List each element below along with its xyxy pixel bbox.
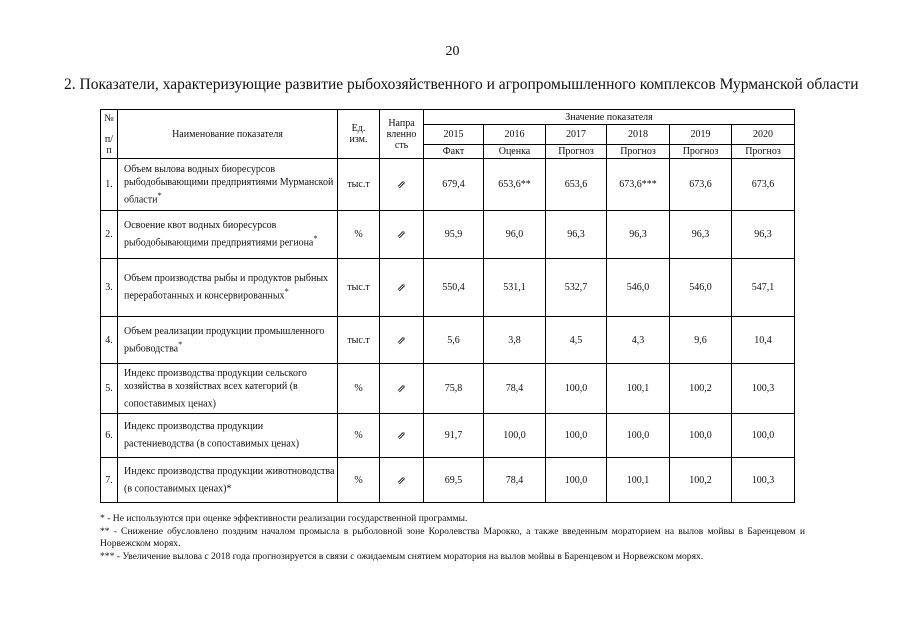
- row-value: 100,1: [607, 458, 670, 503]
- header-year: 2016: [484, 125, 546, 145]
- row-footnote-mark: *: [284, 287, 289, 297]
- row-value: 96,3: [670, 211, 732, 259]
- row-value: 96,0: [484, 211, 546, 259]
- row-value: 100,0: [670, 414, 732, 458]
- row-name: [118, 211, 338, 259]
- row-footnote-mark: *: [178, 339, 183, 349]
- row-name: [118, 364, 338, 414]
- footnote: *** - Увеличение вылова с 2018 года прогнозируется в связи с ожидаемым снятием моратория на вылов мойвы в Баренцевом и Норвежском морях.: [100, 550, 704, 562]
- row-name-text: Индекс производства продукции сельского хозяйства в хозяйствах всех категорий (в сопоставимых ценах): [124, 367, 307, 410]
- header-name: Наименование показателя: [118, 110, 338, 159]
- footnote: ** - Снижение обусловлено поздним началом промысла в рыболовной зоне Королевства Марокко, а также введенным мораторием на вылов мойвы в Баренцевом и Норвежском морях.: [100, 525, 805, 549]
- header-year: 2017: [546, 125, 607, 145]
- table-row: [101, 159, 795, 211]
- row-name: [118, 458, 338, 503]
- row-value: 3,8: [484, 317, 546, 364]
- header-status: Прогноз: [607, 145, 670, 159]
- row-value: 100,3: [732, 364, 795, 414]
- row-number: 2.: [101, 211, 118, 259]
- row-number: 5.: [101, 364, 118, 414]
- row-value: 653,6**: [484, 159, 546, 211]
- row-name-text: Объем вылова водных биоресурсов рыбодобывающими предприятиями Мурманской области: [124, 163, 334, 206]
- direction-arrow-icon: ⇗: [380, 364, 424, 414]
- row-value: 96,3: [607, 211, 670, 259]
- page-number: 20: [445, 44, 460, 59]
- direction-arrow-icon: ⇗: [380, 414, 424, 458]
- header-direction: [380, 110, 424, 159]
- table-row: [101, 317, 795, 364]
- row-name-text: Объем реализации продукции промышленного рыбоводства: [124, 325, 325, 355]
- header-year: 2018: [607, 125, 670, 145]
- table-row: [101, 458, 795, 503]
- header-number: [101, 110, 118, 159]
- row-value: 100,0: [732, 414, 795, 458]
- row-value: 679,4: [424, 159, 484, 211]
- section-title: 2. Показатели, характеризующие развитие рыбохозяйственного и агропромышленного комплексов Мурманской области: [64, 76, 859, 93]
- row-value: 100,2: [670, 364, 732, 414]
- row-unit: %: [338, 211, 380, 259]
- header-status: Прогноз: [546, 145, 607, 159]
- row-value: 673,6: [732, 159, 795, 211]
- row-unit: %: [338, 458, 380, 503]
- row-value: 78,4: [484, 458, 546, 503]
- row-unit: %: [338, 414, 380, 458]
- row-value: 91,7: [424, 414, 484, 458]
- row-value: 547,1: [732, 259, 795, 317]
- header-year: 2020: [732, 125, 795, 145]
- row-footnote-mark: *: [313, 234, 318, 244]
- row-name: [118, 414, 338, 458]
- header-number-bottom: п: [106, 144, 112, 156]
- footnotes: [100, 513, 805, 563]
- header-direction-line1: Напра: [388, 117, 415, 129]
- direction-arrow-icon: ⇗: [380, 458, 424, 503]
- header-year: 2019: [670, 125, 732, 145]
- row-value: 69,5: [424, 458, 484, 503]
- row-value: 10,4: [732, 317, 795, 364]
- row-value: 531,1: [484, 259, 546, 317]
- header-status: Прогноз: [670, 145, 732, 159]
- row-value: 5,6: [424, 317, 484, 364]
- row-value: 96,3: [732, 211, 795, 259]
- direction-arrow-icon: ⇗: [380, 211, 424, 259]
- row-name: [118, 259, 338, 317]
- row-value: 532,7: [546, 259, 607, 317]
- row-value: 4,5: [546, 317, 607, 364]
- row-value: 100,1: [607, 364, 670, 414]
- row-value: 546,0: [670, 259, 732, 317]
- row-name-text: Освоение квот водных биоресурсов рыбодобывающими предприятиями региона: [124, 220, 314, 249]
- table-row: [101, 364, 795, 414]
- header-year: 2015: [424, 125, 484, 145]
- table-row: [101, 259, 795, 317]
- row-value: 75,8: [424, 364, 484, 414]
- row-value: 653,6: [546, 159, 607, 211]
- header-status: Прогноз: [732, 145, 795, 159]
- row-footnote-mark: *: [157, 190, 162, 200]
- row-value: 100,3: [732, 458, 795, 503]
- row-value: 100,0: [546, 458, 607, 503]
- header-unit: [338, 110, 380, 159]
- row-value: 673,6***: [607, 159, 670, 211]
- row-value: 9,6: [670, 317, 732, 364]
- row-unit: %: [338, 364, 380, 414]
- row-number: 3.: [101, 259, 118, 317]
- row-value: 100,0: [607, 414, 670, 458]
- header-number-top: №: [104, 112, 114, 124]
- row-name-text: Индекс производства продукции растениеводства (в сопоставимых ценах): [124, 421, 300, 450]
- header-unit-line1: Ед.: [351, 123, 366, 134]
- row-name: [118, 159, 338, 211]
- table-row: [101, 211, 795, 259]
- row-value: 550,4: [424, 259, 484, 317]
- row-number: 7.: [101, 458, 118, 503]
- row-value: 100,0: [546, 414, 607, 458]
- footnote: * - Не используются при оценке эффективности реализации государственной программы.: [100, 513, 468, 524]
- direction-arrow-icon: ⇗: [380, 159, 424, 211]
- row-value: 96,3: [546, 211, 607, 259]
- row-value: 100,2: [670, 458, 732, 503]
- row-number: 4.: [101, 317, 118, 364]
- indicators-table: [100, 109, 795, 503]
- table-row: [101, 414, 795, 458]
- header-status: Факт: [424, 145, 484, 159]
- header-direction-line3: сть: [394, 139, 409, 151]
- direction-arrow-icon: ⇗: [380, 317, 424, 364]
- row-number: 6.: [101, 414, 118, 458]
- row-name: [118, 317, 338, 364]
- row-unit: тыс.т: [338, 159, 380, 211]
- row-value: 546,0: [607, 259, 670, 317]
- row-value: 100,0: [484, 414, 546, 458]
- row-value: 4,3: [607, 317, 670, 364]
- row-number: 1.: [101, 159, 118, 211]
- header-number-mid: п/: [104, 133, 114, 145]
- row-unit: тыс.т: [338, 259, 380, 317]
- row-value: 95,9: [424, 211, 484, 259]
- row-value: 100,0: [546, 364, 607, 414]
- row-name-text: Объем производства рыбы и продуктов рыбных переработанных и консервированных: [124, 273, 329, 302]
- direction-arrow-icon: ⇗: [380, 259, 424, 317]
- row-name-text: Индекс производства продукции животноводства (в сопоставимых ценах)*: [124, 465, 335, 495]
- row-value: 673,6: [670, 159, 732, 211]
- row-value: 78,4: [484, 364, 546, 414]
- header-direction-line2: вленно: [386, 128, 417, 140]
- header-status: Оценка: [484, 145, 546, 159]
- header-value-group: Значение показателя: [424, 110, 795, 125]
- header-unit-line2: изм.: [349, 134, 368, 145]
- row-unit: тыс.т: [338, 317, 380, 364]
